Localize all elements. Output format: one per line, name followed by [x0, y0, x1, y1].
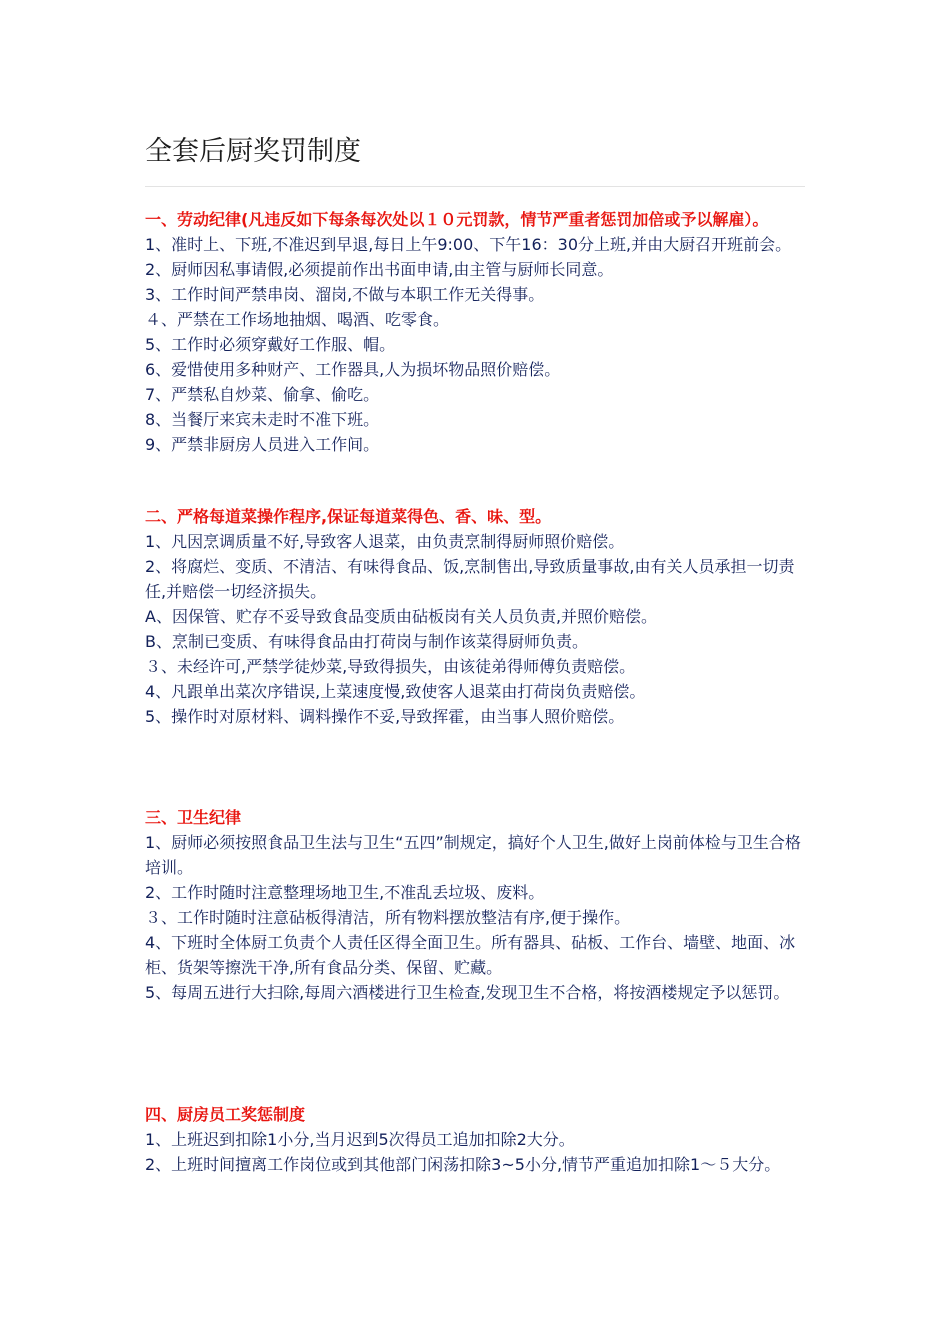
rule-item: 1、凡因烹调质量不好,导致客人退菜，由负责烹制得厨师照价赔偿。 — [145, 532, 625, 551]
section-heading: 四、厨房员工奖惩制度 — [145, 1105, 306, 1124]
rule-item: 2、厨师因私事请假,必须提前作出书面申请,由主管与厨师长同意。 — [145, 260, 614, 279]
rule-item: ３、未经许可,严禁学徒炒菜,导致得损失，由该徒弟得师傅负责赔偿。 — [145, 657, 636, 676]
rule-item: 4、下班时全体厨工负责个人责任区得全面卫生。所有器具、砧板、工作台、墙壁、地面、冰柜、货架等擦洗干净,所有食品分类、保留、贮藏。 — [145, 933, 796, 977]
rule-item: 9、严禁非厨房人员进入工作间。 — [145, 435, 380, 454]
rule-item: 8、当餐厅来宾未走时不准下班。 — [145, 410, 380, 429]
rule-item: 2、工作时随时注意整理场地卫生,不准乱丢垃圾、废料。 — [145, 883, 545, 902]
section-hygiene-discipline — [145, 805, 810, 1005]
section-heading: 一、劳动纪律(凡违反如下每条每次处以１０元罚款，情节严重者惩罚加倍或予以解雇）。 — [145, 210, 769, 229]
rule-item: 5、每周五进行大扫除,每周六酒楼进行卫生检查,发现卫生不合格，将按酒楼规定予以惩罚。 — [145, 983, 790, 1002]
rule-item: 3、工作时间严禁串岗、溜岗,不做与本职工作无关得事。 — [145, 285, 545, 304]
rule-item: B、烹制已变质、有味得食品由打荷岗与制作该菜得厨师负责。 — [145, 632, 588, 651]
rule-item: 6、爱惜使用多种财产、工作器具,人为损坏物品照价赔偿。 — [145, 360, 561, 379]
rule-item: 5、工作时必须穿戴好工作服、帽。 — [145, 335, 396, 354]
rule-item: 1、准时上、下班,不准迟到早退,每日上午9:00、下午16：30分上班,并由大厨召开班前会。 — [145, 235, 792, 254]
document-title: 全套后厨奖罚制度 — [145, 136, 361, 167]
rule-item: 4、凡跟单出菜次序错误,上菜速度慢,致使客人退菜由打荷岗负责赔偿。 — [145, 682, 646, 701]
rule-item: 1、厨师必须按照食品卫生法与卫生“五四”制规定，搞好个人卫生,做好上岗前体检与卫生合格培训。 — [145, 833, 801, 877]
rule-item: A、因保管、贮存不妥导致食品变质由砧板岗有关人员负责,并照价赔偿。 — [145, 607, 658, 626]
rule-item: 5、操作时对原材料、调料操作不妥,导致挥霍，由当事人照价赔偿。 — [145, 707, 625, 726]
title-divider — [145, 186, 805, 187]
rule-item: ４、严禁在工作场地抽烟、喝酒、吃零食。 — [145, 310, 450, 329]
section-labor-discipline — [145, 207, 810, 457]
section-staff-rewards-penalties — [145, 1102, 810, 1177]
rule-item: ３、工作时随时注意砧板得清洁，所有物料摆放整洁有序,便于操作。 — [145, 908, 631, 927]
rule-item: 2、将腐烂、变质、不清洁、有味得食品、饭,烹制售出,导致质量事故,由有关人员承担一切责任,并赔偿一切经济损失。 — [145, 557, 795, 601]
section-dish-procedure — [145, 504, 810, 729]
section-heading: 三、卫生纪律 — [145, 808, 242, 827]
rule-item: 7、严禁私自炒菜、偷拿、偷吃。 — [145, 385, 380, 404]
rule-item: 2、上班时间擅离工作岗位或到其他部门闲荡扣除3~5小分,情节严重追加扣除1～５大分。 — [145, 1155, 781, 1174]
rule-item: 1、上班迟到扣除1小分,当月迟到5次得员工追加扣除2大分。 — [145, 1130, 575, 1149]
section-heading: 二、严格每道菜操作程序,保证每道菜得色、香、味、型。 — [145, 507, 552, 526]
